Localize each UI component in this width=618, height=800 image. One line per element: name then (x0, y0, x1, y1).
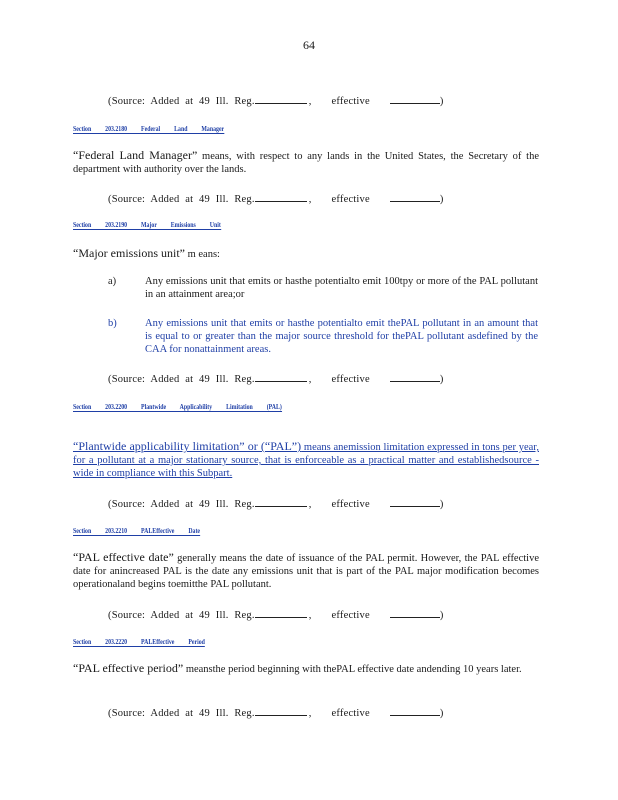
section-heading: Section 203.2180 Federal Land Manager (73, 124, 225, 133)
definition-text: meansthe period beginning with thePAL effective date andending 10 years later. (183, 664, 522, 675)
register-blank (255, 372, 307, 382)
defined-term: “Plantwide applicability limitation” or (“PAL”) (73, 439, 302, 453)
section-heading: Section 203.2190 Major Emissions Unit (73, 220, 221, 229)
defined-term: “PAL effective date” (73, 550, 174, 564)
register-blank (255, 497, 307, 507)
effective-date-blank (390, 608, 440, 618)
definition-paragraph (73, 247, 539, 261)
register-blank (255, 192, 307, 202)
definition-text: means, with respect to any lands in the United States, the Secretary of the department with authority over the lands. (73, 151, 539, 175)
list-marker: b) (108, 318, 117, 329)
effective-date-blank (390, 192, 440, 202)
effective-date-blank (390, 94, 440, 104)
list-text: Any emissions unit that emits or hasthe potentialto emit 100tpy or more of the PAL pollutant in an attainment area;or (145, 276, 538, 300)
definition-text: generally means the date of issuance of the PAL permit. However, the PAL effective date for anincreased PAL is the date any emissions unit that is part of the PAL major modification becomes operationaland begins toemitthe PAL pollutant. (73, 553, 540, 590)
definition-paragraph (73, 149, 539, 176)
defined-term: “Federal Land Manager” (73, 148, 198, 162)
definition-paragraph (73, 551, 539, 591)
section-heading: Section 203.2210 PALEffective Date (73, 526, 201, 535)
effective-label: effective (331, 96, 370, 107)
source-note: (Source: Added at 49 Ill. Reg. , effective ) (108, 708, 444, 719)
section-heading: Section 203.2220 PALEffective Period (73, 637, 205, 646)
defined-term: “Major emissions unit” (73, 246, 185, 260)
page-number: 64 (303, 38, 315, 52)
list-text: Any emissions unit that emits or hasthe potentialto emit thePAL pollutant in an amount that is equal to or greater than the major source threshold for thePAL pollutant asdefined by the CAA for nonattainment areas. (145, 318, 538, 355)
source-note: (Source: Added at 49 Ill. Reg. , effective ) (108, 194, 444, 205)
definition-text: m eans: (184, 249, 220, 260)
defined-term: “PAL effective period” (73, 661, 184, 675)
definition-text: means anemission limitation expressed in tons per year, for a pollutant at a major stationary source, that is enforceable as a practical matter and establishedsource -wide in compliance with this Subpart. (73, 442, 539, 479)
register-blank (255, 94, 307, 104)
source-note: (Source: Added at 49 Ill. Reg. , effective ) (108, 374, 444, 385)
source-note: (Source: Added at 49 Ill. Reg. , effective ) (108, 499, 444, 510)
section-heading: Section 203.2200 Plantwide Applicability Limitation (PAL) (73, 402, 282, 411)
list-marker: a) (108, 276, 117, 287)
source-note: (Source: Added at 49 Ill. Reg. , effective ) (108, 96, 444, 107)
effective-date-blank (390, 706, 440, 716)
register-blank (255, 706, 307, 716)
definition-paragraph (73, 440, 539, 480)
effective-date-blank (390, 372, 440, 382)
definition-paragraph (73, 662, 539, 676)
effective-date-blank (390, 497, 440, 507)
source-prefix: (Source: Added at 49 Ill. Reg. (108, 96, 255, 107)
source-note: (Source: Added at 49 Ill. Reg. , effective ) (108, 610, 444, 621)
register-blank (255, 608, 307, 618)
